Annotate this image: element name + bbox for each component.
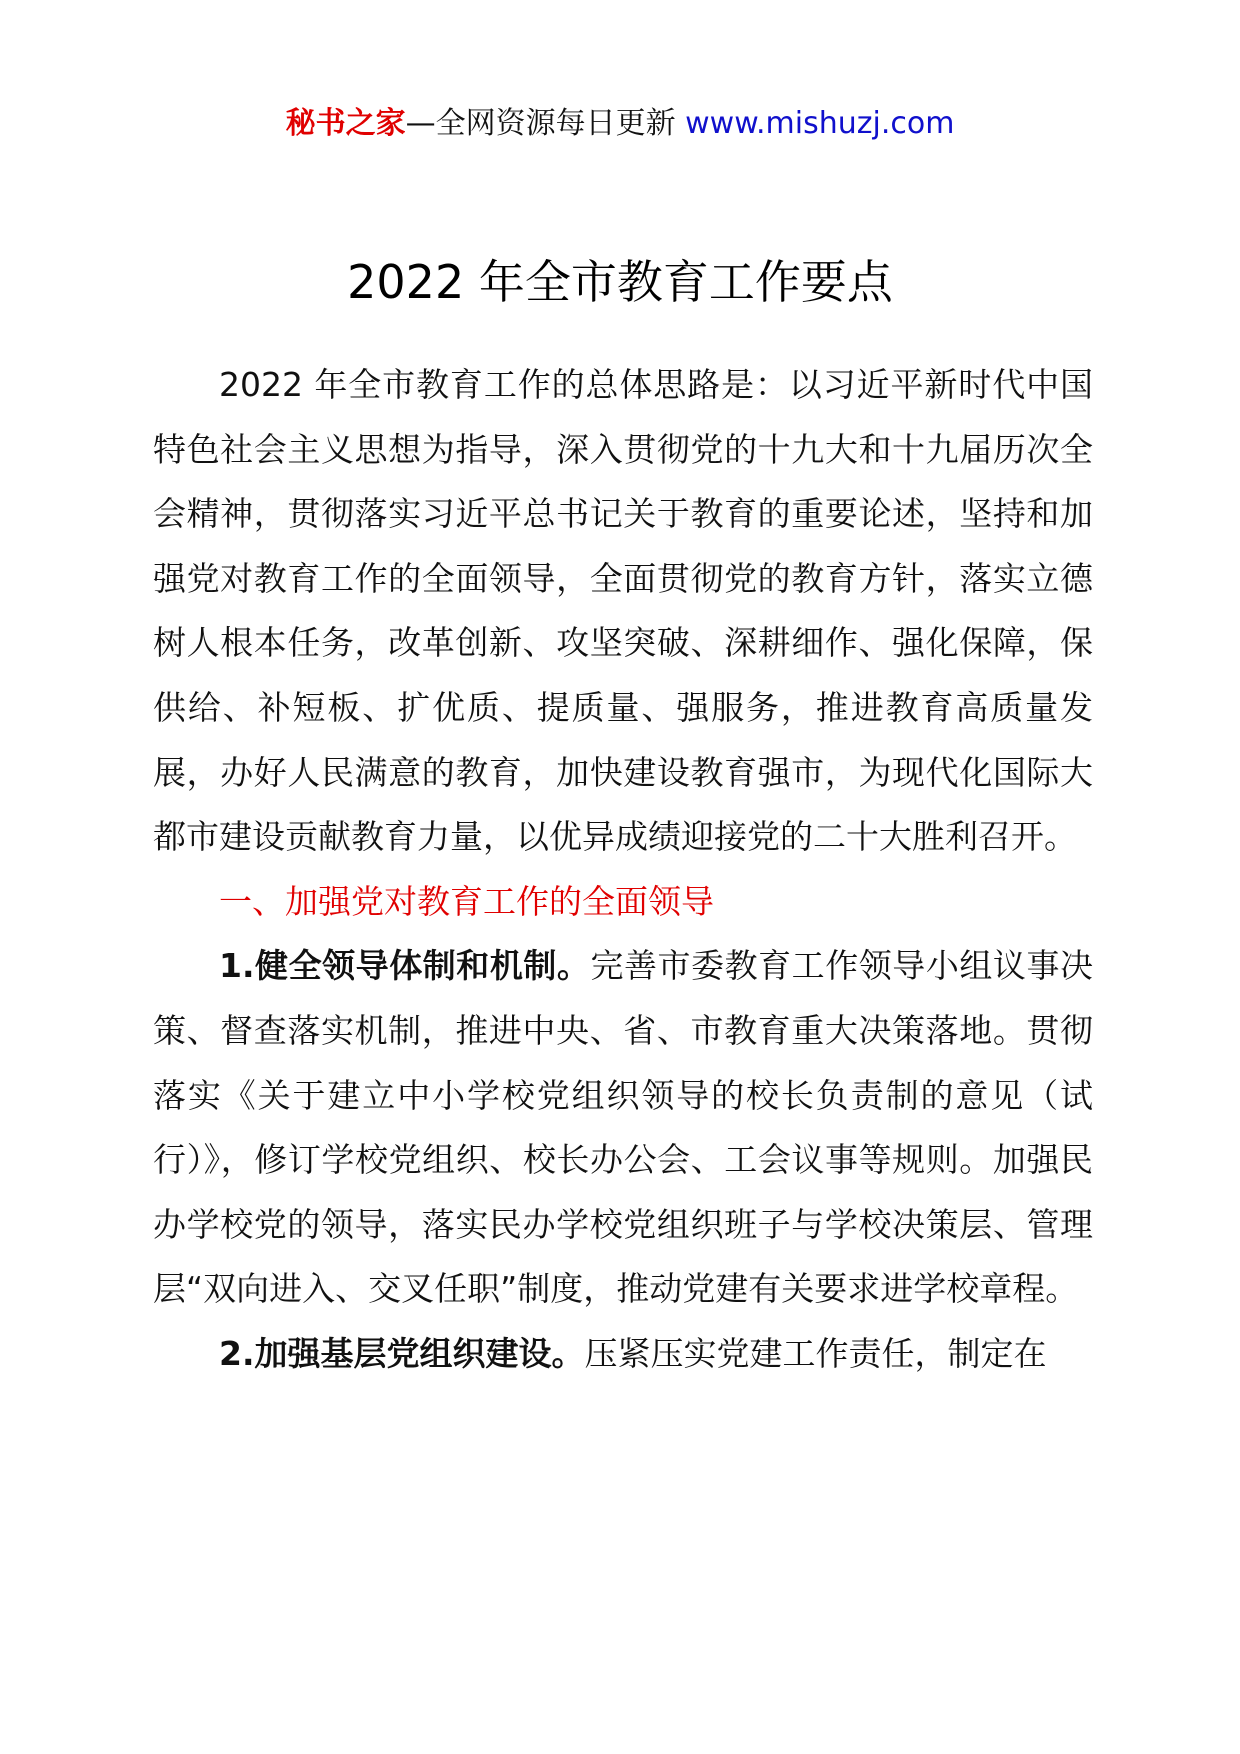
site-url-link[interactable]: www.mishuzj.com (685, 106, 955, 141)
item-title-2: 2.加强基层党组织建设。 (219, 1333, 585, 1373)
section-heading-1: 一、加强党对教育工作的全面领导 (219, 881, 714, 921)
item-body-1: 完善市委教育工作领导小组议事决策、督查落实机制，推进中央、省、市教育重大决策落地。贯彻落实《关于建立中小学校党组织领导的校长负责制的意见（试行）》，修订学校党组织、校长办公会、工会议事等规则。加强民办学校党的领导，落实民办学校党组织班子与学校决策层、管理层“双向进入、交叉任职”制度，推动党建有关要求进学校章程。 (153, 946, 1093, 1309)
item-paragraph-1 (153, 934, 1093, 1322)
item-paragraph-2 (153, 1322, 1093, 1387)
site-header (0, 102, 1240, 146)
site-tagline: —全网资源每日更新 (405, 106, 676, 141)
item-title-1: 1.健全领导体制和机制。 (219, 946, 591, 986)
site-brand: 秘书之家 (285, 106, 406, 141)
document-title: 2022 年全市教育工作要点 (347, 255, 893, 309)
intro-paragraph: 2022 年全市教育工作的总体思路是：以习近平新时代中国特色社会主义思想为指导，深入贯彻党的十九大和十九届历次全会精神，贯彻落实习近平总书记关于教育的重要论述，坚持和加强党对教育工作的全面领导，全面贯彻党的教育方针，落实立德树人根本任务，改革创新、攻坚突破、深耕细作、强化保障，保供给、补短板、扩优质、提质量、强服务，推进教育高质量发展，办好人民满意的教育，加快建设教育强市，为现代化国际大都市建设贡献教育力量，以优异成绩迎接党的二十大胜利召开。 (153, 365, 1093, 857)
document-body (153, 353, 1093, 1387)
item-body-2: 压紧压实党建工作责任，制定在 (584, 1333, 1047, 1373)
